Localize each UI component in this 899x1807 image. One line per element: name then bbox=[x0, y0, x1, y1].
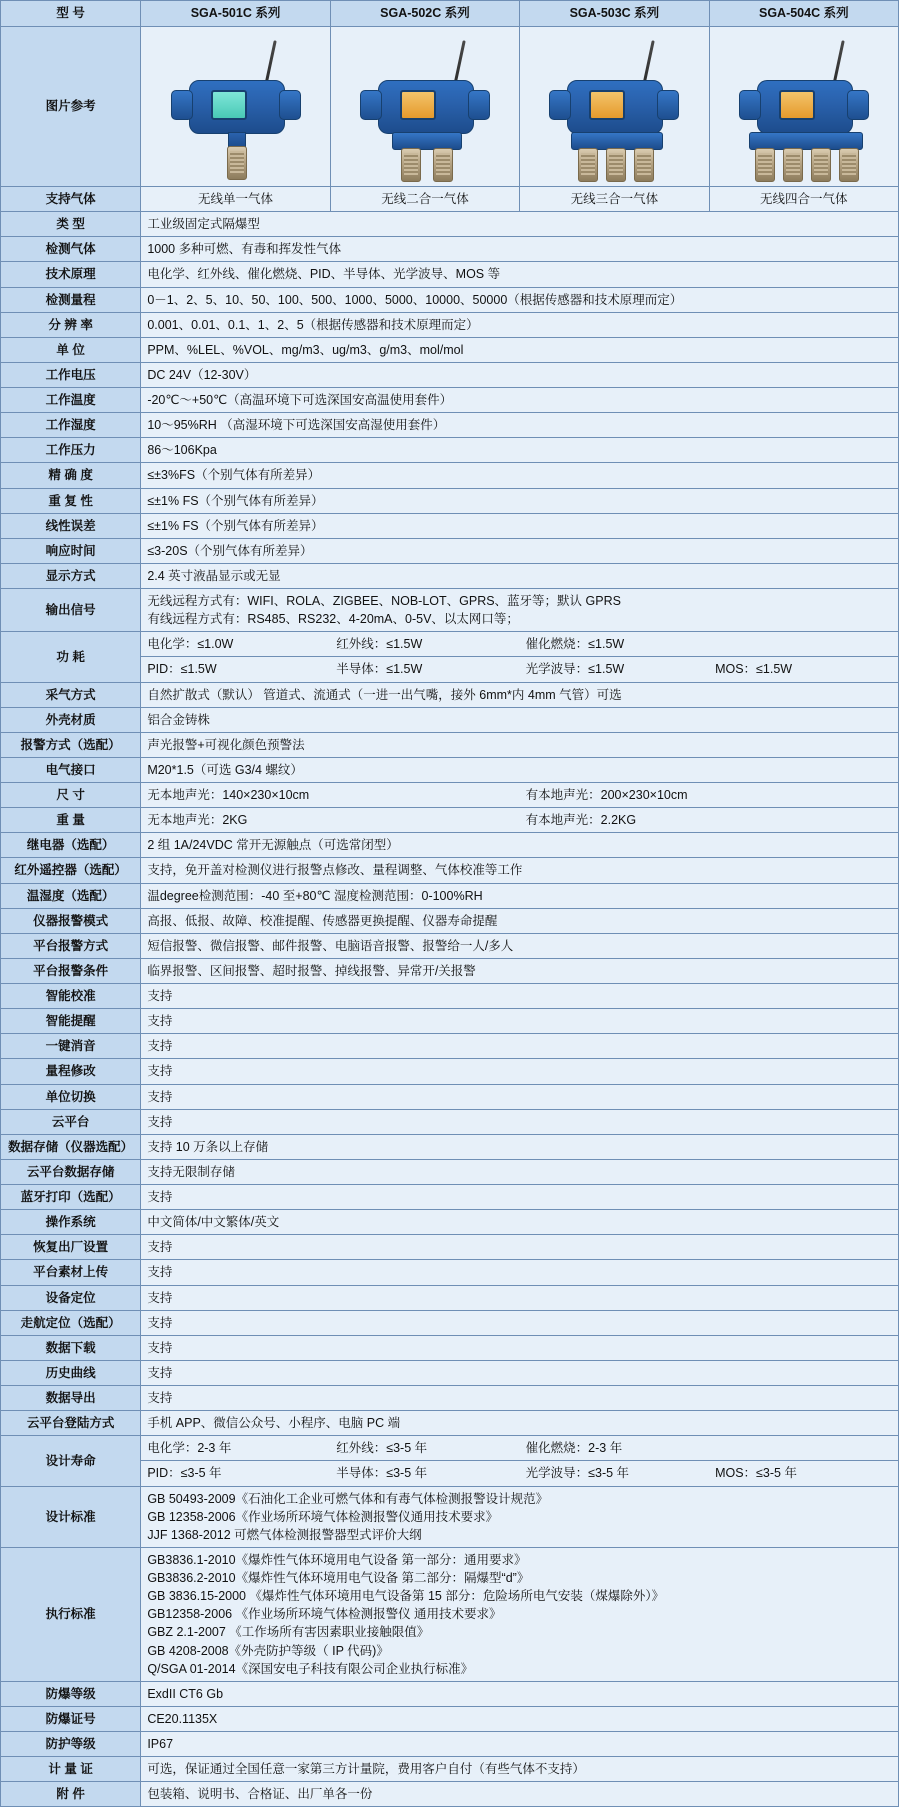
power-mos: MOS：≤1.5W bbox=[709, 657, 898, 682]
row-value: 1000 多种可燃、有毒和挥发性气体 bbox=[141, 237, 899, 262]
row-label: 工作压力 bbox=[1, 438, 141, 463]
table-row bbox=[1, 463, 899, 488]
table-row-design-standard bbox=[1, 1486, 899, 1547]
size-without-alarm: 无本地声光：140×230×10cm bbox=[141, 783, 520, 808]
row-value: 支持 bbox=[141, 1185, 899, 1210]
weight-without-alarm: 无本地声光：2KG bbox=[141, 808, 520, 833]
row-value: 短信报警、微信报警、邮件报警、电脑语音报警、报警给一人/多人 bbox=[141, 933, 899, 958]
table-row bbox=[1, 1260, 899, 1285]
table-row bbox=[1, 984, 899, 1009]
row-value: ≤±1% FS（个别气体有所差异） bbox=[141, 488, 899, 513]
life-blank bbox=[709, 1436, 898, 1461]
life-electrochem: 电化学：2-3 年 bbox=[141, 1436, 330, 1461]
table-row-size bbox=[1, 783, 899, 808]
row-label: 工作电压 bbox=[1, 362, 141, 387]
weight-with-alarm: 有本地声光：2.2KG bbox=[520, 808, 899, 833]
row-label: 历史曲线 bbox=[1, 1360, 141, 1385]
row-value: 支持 bbox=[141, 1235, 899, 1260]
row-label: 继电器（选配） bbox=[1, 833, 141, 858]
model-col-1: SGA-501C 系列 bbox=[141, 1, 330, 27]
table-row bbox=[1, 388, 899, 413]
row-value: M20*1.5（可选 G3/4 螺纹） bbox=[141, 757, 899, 782]
row-label: 重 复 性 bbox=[1, 488, 141, 513]
table-row bbox=[1, 1009, 899, 1034]
life-semiconductor: 半导体：≤3-5 年 bbox=[330, 1461, 519, 1486]
row-value: DC 24V（12-30V） bbox=[141, 362, 899, 387]
table-row bbox=[1, 1134, 899, 1159]
table-row bbox=[1, 538, 899, 563]
table-row bbox=[1, 883, 899, 908]
row-value: 支持 bbox=[141, 1335, 899, 1360]
table-row bbox=[1, 488, 899, 513]
row-value: 包装箱、说明书、合格证、出厂单各一份 bbox=[141, 1782, 899, 1807]
row-label: 智能校准 bbox=[1, 984, 141, 1009]
row-label-design-life: 设计寿命 bbox=[1, 1436, 141, 1486]
table-row bbox=[1, 1732, 899, 1757]
supported-gas-2: 无线二合一气体 bbox=[330, 187, 519, 212]
table-row bbox=[1, 1159, 899, 1184]
exec-standard-line: Q/SGA 01-2014《深国安电子科技有限公司企业执行标准》 bbox=[147, 1661, 474, 1676]
table-row bbox=[1, 287, 899, 312]
row-value: 手机 APP、微信公众号、小程序、电脑 PC 端 bbox=[141, 1411, 899, 1436]
row-label-size: 尺 寸 bbox=[1, 783, 141, 808]
table-row bbox=[1, 757, 899, 782]
row-value: 工业级固定式隔爆型 bbox=[141, 212, 899, 237]
table-row bbox=[1, 833, 899, 858]
row-value: 自然扩散式（默认） 管道式、流通式（一进一出气嘴，接外 6mm*内 4mm 气管）可选 bbox=[141, 682, 899, 707]
supported-gas-3: 无线三合一气体 bbox=[520, 187, 709, 212]
table-row bbox=[1, 1411, 899, 1436]
row-label: 平台报警条件 bbox=[1, 958, 141, 983]
table-row bbox=[1, 563, 899, 588]
row-label: 工作湿度 bbox=[1, 413, 141, 438]
row-label: 工作温度 bbox=[1, 388, 141, 413]
gas-detector-4-sensor-icon bbox=[709, 27, 898, 187]
table-row bbox=[1, 413, 899, 438]
row-label: 线性误差 bbox=[1, 513, 141, 538]
row-label: 云平台登陆方式 bbox=[1, 1411, 141, 1436]
row-label: 平台素材上传 bbox=[1, 1260, 141, 1285]
table-row bbox=[1, 438, 899, 463]
table-row-design-life bbox=[1, 1436, 899, 1461]
row-value: 支持 bbox=[141, 1260, 899, 1285]
row-label-weight: 重 量 bbox=[1, 808, 141, 833]
row-label: 量程修改 bbox=[1, 1059, 141, 1084]
row-value: 铝合金铸株 bbox=[141, 707, 899, 732]
exec-standard-line: GBZ 2.1-2007 《工作场所有害因素职业接触限值》 bbox=[147, 1625, 430, 1640]
row-value: 支持 bbox=[141, 1310, 899, 1335]
row-value: 声光报警+可视化颜色预警法 bbox=[141, 732, 899, 757]
table-row bbox=[1, 1681, 899, 1706]
table-row bbox=[1, 858, 899, 883]
table-row bbox=[1, 1335, 899, 1360]
life-optical: 光学波导：≤3-5 年 bbox=[520, 1461, 709, 1486]
row-value: 可选，保证通过全国任意一家第三方计量院，费用客户自付（有些气体不支持） bbox=[141, 1757, 899, 1782]
row-value: CE20.1135X bbox=[141, 1706, 899, 1731]
life-infrared: 红外线：≤3-5 年 bbox=[330, 1436, 519, 1461]
supported-gas-4: 无线四合一气体 bbox=[709, 187, 898, 212]
row-label: 技术原理 bbox=[1, 262, 141, 287]
power-infrared: 红外线：≤1.5W bbox=[330, 632, 519, 657]
table-row bbox=[1, 312, 899, 337]
row-value: IP67 bbox=[141, 1732, 899, 1757]
row-value: 支持无限制存储 bbox=[141, 1159, 899, 1184]
table-row-supported-gas bbox=[1, 187, 899, 212]
row-value-design-standard bbox=[141, 1486, 899, 1547]
table-row bbox=[1, 513, 899, 538]
life-catalytic: 催化燃烧：2-3 年 bbox=[520, 1436, 709, 1461]
row-value: 支持 bbox=[141, 1360, 899, 1385]
row-value: 高报、低报、故障、校准提醒、传感器更换提醒、仪器寿命提醒 bbox=[141, 908, 899, 933]
row-label-power: 功 耗 bbox=[1, 632, 141, 682]
row-label: 云平台 bbox=[1, 1109, 141, 1134]
table-row bbox=[1, 1185, 899, 1210]
row-label: 采气方式 bbox=[1, 682, 141, 707]
row-label: 数据下载 bbox=[1, 1335, 141, 1360]
table-row bbox=[1, 237, 899, 262]
row-label: 智能提醒 bbox=[1, 1009, 141, 1034]
row-label: 外壳材质 bbox=[1, 707, 141, 732]
row-value: 支持 bbox=[141, 1109, 899, 1134]
row-value: 支持 10 万条以上存储 bbox=[141, 1134, 899, 1159]
supported-gas-1: 无线单一气体 bbox=[141, 187, 330, 212]
row-label: 报警方式（选配） bbox=[1, 732, 141, 757]
row-value: 10～95%RH （高湿环境下可选深国安高湿使用套件） bbox=[141, 413, 899, 438]
row-label-design-standard: 设计标准 bbox=[1, 1486, 141, 1547]
table-row bbox=[1, 732, 899, 757]
model-col-4: SGA-504C 系列 bbox=[709, 1, 898, 27]
table-row bbox=[1, 933, 899, 958]
table-row bbox=[1, 1285, 899, 1310]
row-value: ≤±3%FS（个别气体有所差异） bbox=[141, 463, 899, 488]
row-value: 支持 bbox=[141, 1009, 899, 1034]
table-row bbox=[1, 1310, 899, 1335]
table-row bbox=[1, 958, 899, 983]
row-label: 类 型 bbox=[1, 212, 141, 237]
table-row bbox=[1, 1059, 899, 1084]
exec-standard-line: GB12358-2006 《作业场所环境气体检测报警仪 通用技术要求》 bbox=[147, 1607, 502, 1622]
gas-detector-1-sensor-icon bbox=[141, 27, 330, 187]
size-with-alarm: 有本地声光：200×230×10cm bbox=[520, 783, 899, 808]
gas-detector-2-sensor-icon bbox=[330, 27, 519, 187]
row-value: 中文简体/中文繁体/英文 bbox=[141, 1210, 899, 1235]
row-label-supported-gas: 支持气体 bbox=[1, 187, 141, 212]
row-label: 防护等级 bbox=[1, 1732, 141, 1757]
row-label-model: 型 号 bbox=[1, 1, 141, 27]
row-value: ≤±1% FS（个别气体有所差异） bbox=[141, 513, 899, 538]
design-standard-line: GB 50493-2009《石油化工企业可燃气体和有毒气体检测报警设计规范》 bbox=[147, 1491, 549, 1506]
row-label: 精 确 度 bbox=[1, 463, 141, 488]
table-row bbox=[1, 337, 899, 362]
row-value: 支持 bbox=[141, 1285, 899, 1310]
row-label: 操作系统 bbox=[1, 1210, 141, 1235]
table-row-image bbox=[1, 27, 899, 187]
row-label: 平台报警方式 bbox=[1, 933, 141, 958]
row-value: -20℃～+50℃（高温环境下可选深国安高温使用套件） bbox=[141, 388, 899, 413]
row-value: ≤3-20S（个别气体有所差异） bbox=[141, 538, 899, 563]
power-electrochem: 电化学：≤1.0W bbox=[141, 632, 330, 657]
row-value: 支持 bbox=[141, 1084, 899, 1109]
row-value: 86～106Kpa bbox=[141, 438, 899, 463]
row-label: 响应时间 bbox=[1, 538, 141, 563]
row-value: 支持 bbox=[141, 984, 899, 1009]
row-value: PPM、%LEL、%VOL、mg/m3、ug/m3、g/m3、mol/mol bbox=[141, 337, 899, 362]
table-row bbox=[1, 212, 899, 237]
output-signal-wired: 有线远程方式有：RS485、RS232、4-20mA、0-5V、以太网口等； bbox=[147, 612, 519, 627]
table-row-exec-standard bbox=[1, 1547, 899, 1681]
row-label: 温湿度（选配） bbox=[1, 883, 141, 908]
design-standard-line: GB 12358-2006《作业场所环境气体检测报警仪通用技术要求》 bbox=[147, 1509, 499, 1524]
power-semiconductor: 半导体：≤1.5W bbox=[330, 657, 519, 682]
table-row-model-header bbox=[1, 1, 899, 27]
row-value: 支持 bbox=[141, 1386, 899, 1411]
exec-standard-line: GB 3836.15-2000 《爆炸性气体环境用电气设备第 15 部分：危险场所电气安装（煤爆除外）》 bbox=[147, 1589, 665, 1604]
row-label: 单 位 bbox=[1, 337, 141, 362]
row-label: 恢复出厂设置 bbox=[1, 1235, 141, 1260]
table-row bbox=[1, 1757, 899, 1782]
life-pid: PID：≤3-5 年 bbox=[141, 1461, 330, 1486]
table-row-weight bbox=[1, 808, 899, 833]
row-value: ExdII CT6 Gb bbox=[141, 1681, 899, 1706]
table-row-power bbox=[1, 632, 899, 657]
gas-detector-3-sensor-icon bbox=[520, 27, 709, 187]
table-row bbox=[1, 707, 899, 732]
table-row bbox=[1, 262, 899, 287]
row-label-output-signal: 输出信号 bbox=[1, 589, 141, 632]
row-label: 蓝牙打印（选配） bbox=[1, 1185, 141, 1210]
table-row bbox=[1, 1235, 899, 1260]
table-row bbox=[1, 1210, 899, 1235]
table-row bbox=[1, 1782, 899, 1807]
row-value: 电化学、红外线、催化燃烧、PID、半导体、光学波导、MOS 等 bbox=[141, 262, 899, 287]
model-col-3: SGA-503C 系列 bbox=[520, 1, 709, 27]
table-row-output-signal bbox=[1, 589, 899, 632]
table-row bbox=[1, 1109, 899, 1134]
table-row bbox=[1, 908, 899, 933]
output-signal-wireless: 无线远程方式有：WIFI、ROLA、ZIGBEE、NOB-LOT、GPRS、蓝牙等；默认 GPRS bbox=[147, 594, 621, 608]
power-pid: PID：≤1.5W bbox=[141, 657, 330, 682]
row-label: 数据导出 bbox=[1, 1386, 141, 1411]
row-label: 检测气体 bbox=[1, 237, 141, 262]
row-label: 数据存储（仪器选配） bbox=[1, 1134, 141, 1159]
row-label: 分 辨 率 bbox=[1, 312, 141, 337]
exec-standard-line: GB3836.1-2010《爆炸性气体环境用电气设备 第一部分：通用要求》 bbox=[147, 1552, 527, 1567]
row-label-image: 图片参考 bbox=[1, 27, 141, 187]
table-row bbox=[1, 1084, 899, 1109]
row-value: 2.4 英寸液晶显示或无显 bbox=[141, 563, 899, 588]
row-label: 计 量 证 bbox=[1, 1757, 141, 1782]
power-blank bbox=[709, 632, 898, 657]
design-standard-line: JJF 1368-2012 可燃气体检测报警器型式评价大纲 bbox=[147, 1527, 422, 1542]
row-label: 红外遥控器（选配） bbox=[1, 858, 141, 883]
table-row bbox=[1, 1360, 899, 1385]
table-row bbox=[1, 1706, 899, 1731]
row-label: 设备定位 bbox=[1, 1285, 141, 1310]
table-row bbox=[1, 682, 899, 707]
row-value: 2 组 1A/24VDC 常开无源触点（可选常闭型） bbox=[141, 833, 899, 858]
row-value: 支持，免开盖对检测仪进行报警点修改、量程调整、气体校准等工作 bbox=[141, 858, 899, 883]
row-label: 显示方式 bbox=[1, 563, 141, 588]
row-label-exec-standard: 执行标准 bbox=[1, 1547, 141, 1681]
row-label: 检测量程 bbox=[1, 287, 141, 312]
row-label: 云平台数据存储 bbox=[1, 1159, 141, 1184]
row-value: 0.001、0.01、0.1、1、2、5（根据传感器和技术原理而定） bbox=[141, 312, 899, 337]
row-value: 温degree检测范围：-40 至+80℃ 湿度检测范围：0-100%RH bbox=[141, 883, 899, 908]
row-value-output-signal bbox=[141, 589, 899, 632]
life-mos: MOS：≤3-5 年 bbox=[709, 1461, 898, 1486]
row-label: 防爆等级 bbox=[1, 1681, 141, 1706]
row-label: 仪器报警模式 bbox=[1, 908, 141, 933]
row-label: 电气接口 bbox=[1, 757, 141, 782]
table-row bbox=[1, 1386, 899, 1411]
row-label: 走航定位（选配） bbox=[1, 1310, 141, 1335]
power-optical: 光学波导：≤1.5W bbox=[520, 657, 709, 682]
row-label: 一键消音 bbox=[1, 1034, 141, 1059]
row-value: 支持 bbox=[141, 1034, 899, 1059]
table-row bbox=[1, 1034, 899, 1059]
model-col-2: SGA-502C 系列 bbox=[330, 1, 519, 27]
exec-standard-line: GB 4208-2008《外壳防护等级（ IP 代码)》 bbox=[147, 1643, 389, 1658]
row-label: 附 件 bbox=[1, 1782, 141, 1807]
row-label: 单位切换 bbox=[1, 1084, 141, 1109]
row-value: 临界报警、区间报警、超时报警、掉线报警、异常开/关报警 bbox=[141, 958, 899, 983]
row-value: 支持 bbox=[141, 1059, 899, 1084]
row-value: 0－1、2、5、10、50、100、500、1000、5000、10000、50000（根据传感器和技术原理而定） bbox=[141, 287, 899, 312]
row-label: 防爆证号 bbox=[1, 1706, 141, 1731]
power-catalytic: 催化燃烧：≤1.5W bbox=[520, 632, 709, 657]
row-value-exec-standard bbox=[141, 1547, 899, 1681]
exec-standard-line: GB3836.2-2010《爆炸性气体环境用电气设备 第二部分：隔爆型“d”》 bbox=[147, 1571, 530, 1585]
table-row bbox=[1, 362, 899, 387]
